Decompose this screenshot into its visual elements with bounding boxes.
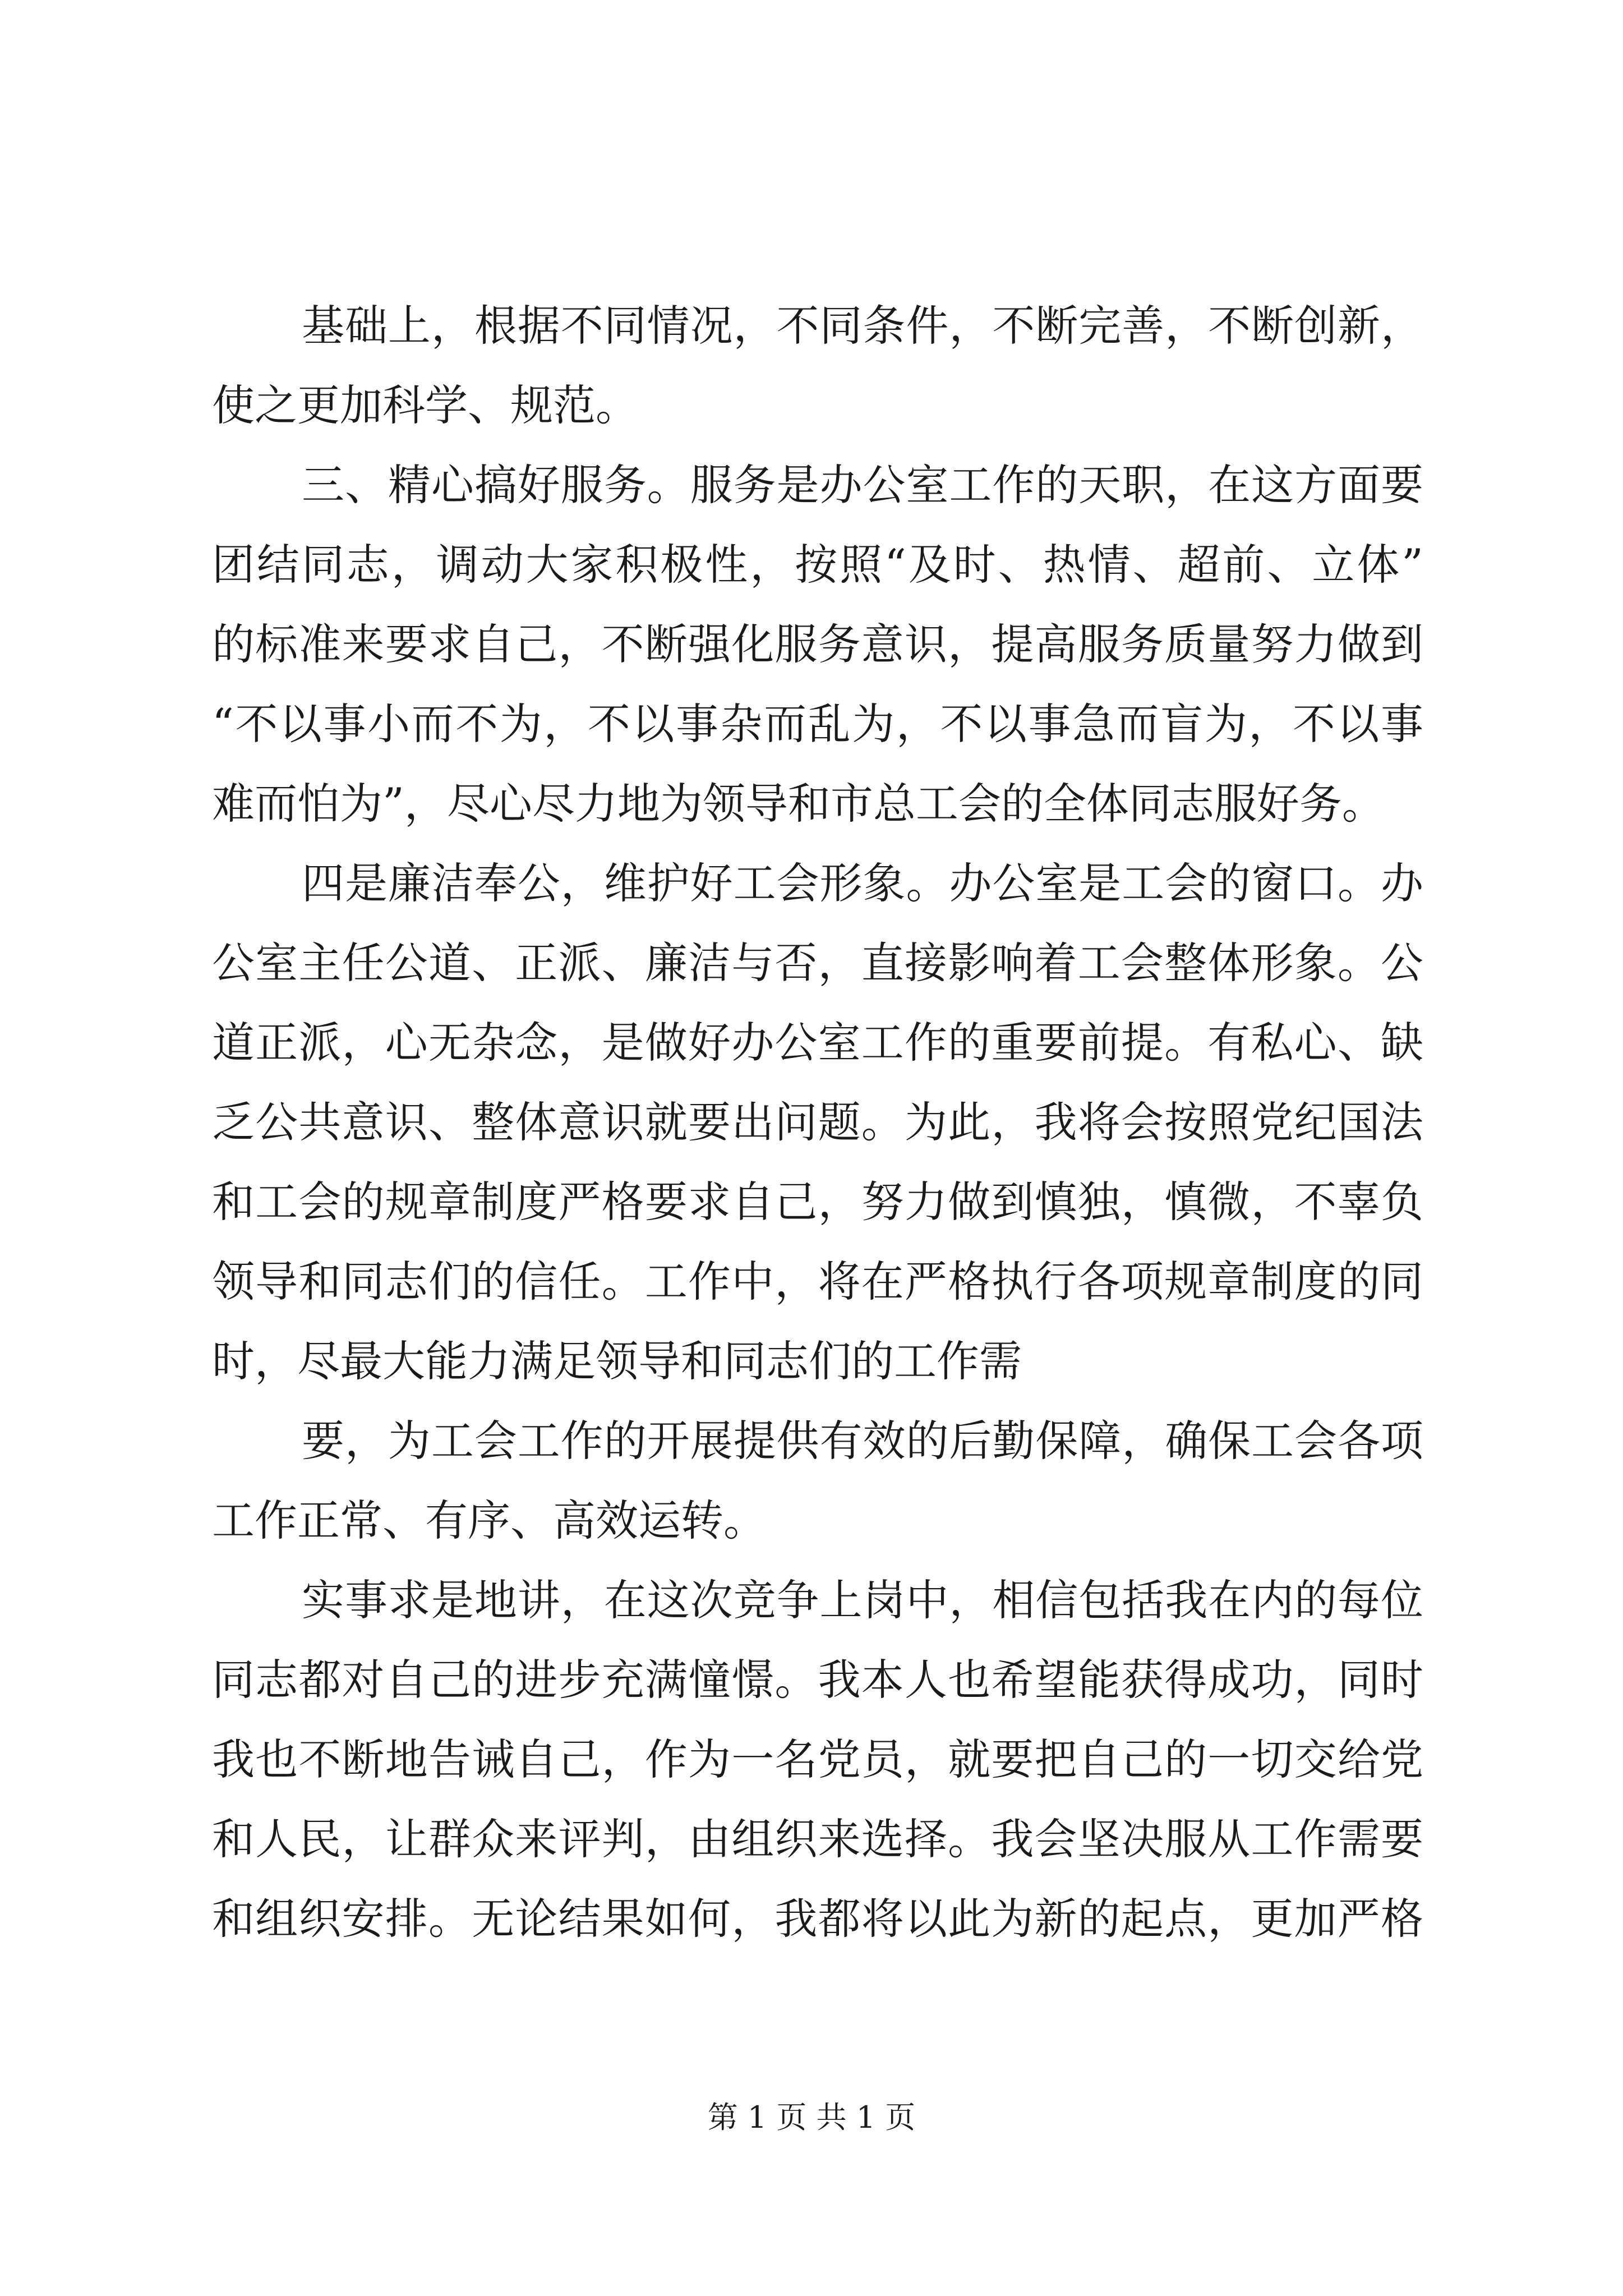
text-line: 难而怕为”，尽心尽力地为领导和市总工会的全体同志服好务。 [212,779,1385,829]
body-text [212,286,1423,1959]
text-line: 我也不断地告诫自己，作为一名党员，就要把自己的一切交给党 [212,1734,1423,1784]
text-line: 和工会的规章制度严格要求自己，努力做到慎独，慎微，不辜负 [212,1177,1423,1227]
text-line: 三、精心搞好服务。服务是办公室工作的天职，在这方面要 [302,460,1423,510]
text-line: 公室主任公道、正派、廉洁与否，直接影响着工会整体形象。公 [212,938,1423,988]
text-line: 时，尽最大能力满足领导和同志们的工作需 [212,1336,1022,1386]
text-line: 乏公共意识、整体意识就要出问题。为此，我将会按照党纪国法 [212,1097,1423,1147]
text-line: 要，为工会工作的开展提供有效的后勤保障，确保工会各项 [302,1416,1423,1466]
page-number: 第 1 页 共 1 页 [707,2100,916,2135]
text-line: 道正派，心无杂念，是做好办公室工作的重要前提。有私心、缺 [212,1018,1423,1068]
text-line: 基础上，根据不同情况，不同条件，不断完善，不断创新， [302,301,1423,351]
text-line: 和组织安排。无论结果如何，我都将以此为新的起点，更加严格 [212,1894,1423,1944]
text-line: “不以事小而不为，不以事杂而乱为，不以事急而盲为，不以事 [212,699,1423,749]
text-line: 使之更加科学、规范。 [212,380,638,430]
text-line: 同志都对自己的进步充满憧憬。我本人也希望能获得成功，同时 [212,1655,1423,1705]
text-line: 领导和同志们的信任。工作中，将在严格执行各项规章制度的同 [212,1257,1423,1306]
text-line: 团结同志，调动大家积极性，按照“及时、热情、超前、立体” [212,540,1423,590]
text-line: 四是廉洁奉公，维护好工会形象。办公室是工会的窗口。办 [302,858,1423,908]
page-footer [0,2098,1623,2137]
text-line: 实事求是地讲，在这次竞争上岗中，相信包括我在内的每位 [302,1575,1423,1625]
text-line: 和人民，让群众来评判，由组织来选择。我会坚决服从工作需要 [212,1814,1423,1864]
text-line: 的标准来要求自己，不断强化服务意识，提高服务质量努力做到 [212,619,1423,669]
text-line: 工作正常、有序、高效运转。 [212,1496,766,1545]
